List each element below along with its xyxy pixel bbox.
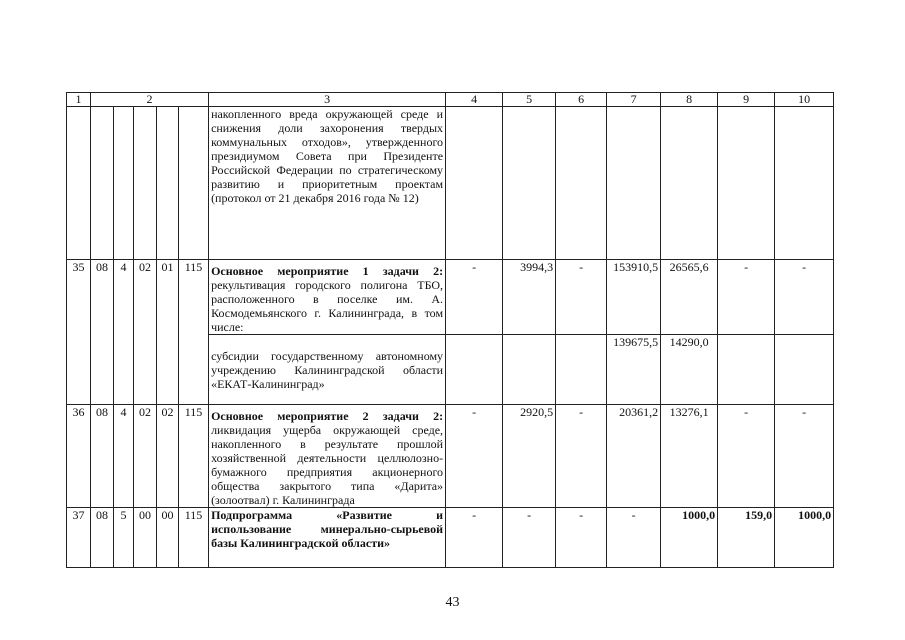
code-cell: 00	[134, 508, 157, 568]
code-cell: 4	[114, 405, 134, 508]
subsidy-description: субсидии государственному автономному учреждению Калининградской области «ЕКАТ-Калининград»	[209, 335, 446, 405]
value-cell: 159,0	[718, 508, 775, 568]
code-cell: 02	[134, 405, 157, 508]
code-cell: 08	[91, 405, 114, 508]
value-cell: -	[446, 508, 503, 568]
header-col-5: 5	[503, 93, 556, 107]
value-cell: -	[718, 260, 775, 335]
value-cell: -	[775, 260, 834, 335]
row-number: 37	[67, 508, 91, 568]
code-cell: 5	[114, 508, 134, 568]
header-col-3: 3	[209, 93, 446, 107]
header-col-8: 8	[661, 93, 718, 107]
table-row-35	[67, 260, 834, 335]
page-number: 43	[445, 595, 460, 610]
code-cell: 02	[157, 405, 179, 508]
row-number: 35	[67, 260, 91, 405]
value-cell: 2920,5	[503, 405, 556, 508]
value-cell: 3994,3	[503, 260, 556, 335]
code-cell: 08	[91, 508, 114, 568]
header-col-6: 6	[556, 93, 607, 107]
activity-text: рекультивация городского полигона ТБО, расположенного в поселке им. А. Космодемьянского г. Калининграда, в том числе:	[211, 278, 444, 334]
continuation-text: накопленного вреда окружающей среде и снижения доли захоронения твердых коммунальных отходов», утвержденного президиумом Совета при Президенте Российской Федерации по стратегическому развитию и приоритетным проектам (протокол от 21 декабря 2016 года № 12)	[209, 107, 446, 260]
activity-description	[209, 260, 446, 335]
value-cell: -	[718, 405, 775, 508]
code-cell: 115	[179, 508, 209, 568]
value-cell: 153910,5	[607, 260, 661, 335]
row-number: 36	[67, 405, 91, 508]
table-row-continuation	[67, 107, 834, 260]
activity-title: Основное мероприятие 1 задачи 2:	[211, 264, 444, 278]
value-cell: -	[446, 260, 503, 335]
code-cell: 4	[114, 260, 134, 405]
code-cell: 115	[179, 405, 209, 508]
budget-table	[66, 92, 834, 568]
value-cell: -	[556, 260, 607, 335]
value-cell: -	[775, 405, 834, 508]
value-cell: -	[556, 405, 607, 508]
header-col-1: 1	[67, 93, 91, 107]
code-cell: 00	[157, 508, 179, 568]
header-col-10: 10	[775, 93, 834, 107]
activity-description	[209, 405, 446, 508]
code-cell: 08	[91, 260, 114, 405]
subprogram-title: Подпрограмма «Развитие и использование минерально-сырьевой базы Калининградской области»	[209, 508, 446, 568]
value-cell: -	[503, 508, 556, 568]
value-cell: -	[446, 405, 503, 508]
value-cell: 139675,5	[607, 335, 661, 405]
value-cell: 1000,0	[775, 508, 834, 568]
header-col-4: 4	[446, 93, 503, 107]
header-row	[67, 93, 834, 107]
value-cell: 20361,2	[607, 405, 661, 508]
activity-text: ликвидация ущерба окружающей среде, накопленного в результате прошлой хозяйственной деятельности целлюлозно-бумажного предприятия акционерного общества закрытого типа «Дарита» (золоотвал) г. Калининграда	[211, 423, 444, 507]
activity-title: Основное мероприятие 2 задачи 2:	[211, 409, 444, 423]
header-col-2: 2	[91, 93, 209, 107]
value-cell: -	[607, 508, 661, 568]
value-cell: 13276,1	[661, 405, 718, 508]
code-cell: 115	[179, 260, 209, 405]
table-row-37	[67, 508, 834, 568]
code-cell: 02	[134, 260, 157, 405]
code-cell: 01	[157, 260, 179, 405]
value-cell: 1000,0	[661, 508, 718, 568]
header-col-9: 9	[718, 93, 775, 107]
table-row-36	[67, 405, 834, 508]
value-cell: 26565,6	[661, 260, 718, 335]
value-cell: 14290,0	[661, 335, 718, 405]
value-cell: -	[556, 508, 607, 568]
header-col-7: 7	[607, 93, 661, 107]
